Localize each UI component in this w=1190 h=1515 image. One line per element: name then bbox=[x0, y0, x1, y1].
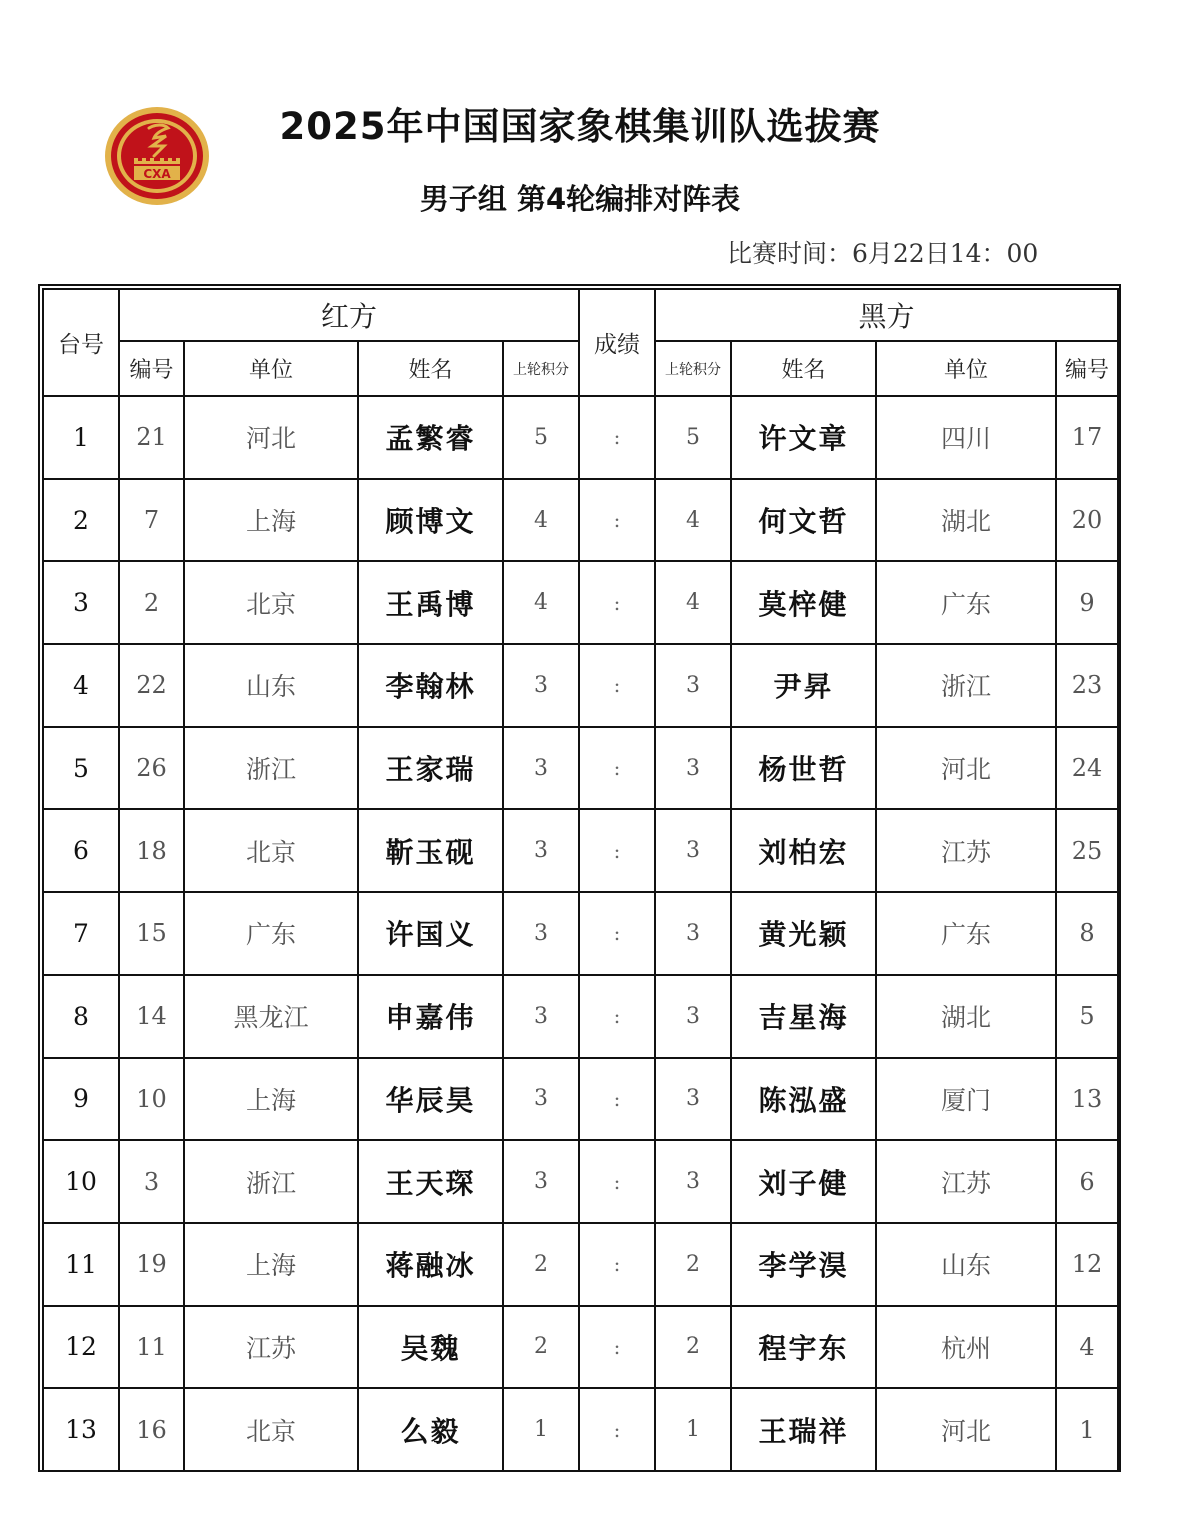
page-title: 2025年中国国家象棋集训队选拔赛 bbox=[279, 105, 881, 148]
result-cell: : bbox=[579, 479, 655, 562]
red-player-number: 11 bbox=[119, 1306, 184, 1389]
black-player-unit: 河北 bbox=[876, 1388, 1056, 1471]
black-player-number: 24 bbox=[1056, 727, 1118, 810]
page-subtitle: 男子组 第4轮编排对阵表 bbox=[419, 182, 741, 216]
red-player-number: 22 bbox=[119, 644, 184, 727]
red-player-number: 10 bbox=[119, 1058, 184, 1141]
black-last-score: 3 bbox=[655, 1058, 731, 1141]
black-player-name: 李学淏 bbox=[731, 1223, 876, 1306]
red-last-score: 1 bbox=[503, 1388, 579, 1471]
result-cell: : bbox=[579, 1306, 655, 1389]
red-last-score: 3 bbox=[503, 644, 579, 727]
black-player-name: 吉星海 bbox=[731, 975, 876, 1058]
red-last-score: 2 bbox=[503, 1223, 579, 1306]
result-cell: : bbox=[579, 396, 655, 479]
red-player-name: 王禹博 bbox=[358, 561, 503, 644]
board-number: 4 bbox=[43, 644, 119, 727]
table-row bbox=[43, 892, 1118, 975]
red-player-name: 蒋融冰 bbox=[358, 1223, 503, 1306]
board-number: 3 bbox=[43, 561, 119, 644]
red-player-number: 2 bbox=[119, 561, 184, 644]
red-player-number: 21 bbox=[119, 396, 184, 479]
red-last-score: 2 bbox=[503, 1306, 579, 1389]
black-player-unit: 杭州 bbox=[876, 1306, 1056, 1389]
black-player-name: 程宇东 bbox=[731, 1306, 876, 1389]
table-row bbox=[43, 1306, 1118, 1389]
black-player-unit: 江苏 bbox=[876, 809, 1056, 892]
table-row bbox=[43, 561, 1118, 644]
header-black-unit: 单位 bbox=[876, 341, 1056, 396]
red-player-unit: 江苏 bbox=[184, 1306, 358, 1389]
red-player-name: 顾博文 bbox=[358, 479, 503, 562]
board-number: 1 bbox=[43, 396, 119, 479]
red-player-unit: 北京 bbox=[184, 561, 358, 644]
black-player-name: 尹昇 bbox=[731, 644, 876, 727]
red-player-number: 19 bbox=[119, 1223, 184, 1306]
red-last-score: 3 bbox=[503, 1058, 579, 1141]
red-player-name: 申嘉伟 bbox=[358, 975, 503, 1058]
result-cell: : bbox=[579, 727, 655, 810]
table-row bbox=[43, 809, 1118, 892]
board-number: 12 bbox=[43, 1306, 119, 1389]
black-player-name: 杨世哲 bbox=[731, 727, 876, 810]
red-player-name: 华辰昊 bbox=[358, 1058, 503, 1141]
red-player-unit: 上海 bbox=[184, 1223, 358, 1306]
red-player-number: 18 bbox=[119, 809, 184, 892]
black-player-unit: 湖北 bbox=[876, 479, 1056, 562]
red-player-number: 3 bbox=[119, 1140, 184, 1223]
black-player-name: 陈泓盛 bbox=[731, 1058, 876, 1141]
result-cell: : bbox=[579, 561, 655, 644]
result-cell: : bbox=[579, 892, 655, 975]
red-last-score: 3 bbox=[503, 809, 579, 892]
red-player-name: 孟繁睿 bbox=[358, 396, 503, 479]
black-player-number: 6 bbox=[1056, 1140, 1118, 1223]
table-row bbox=[43, 727, 1118, 810]
black-last-score: 3 bbox=[655, 1140, 731, 1223]
black-player-name: 何文哲 bbox=[731, 479, 876, 562]
table-row bbox=[43, 1058, 1118, 1141]
table-row bbox=[43, 1388, 1118, 1471]
black-last-score: 3 bbox=[655, 644, 731, 727]
result-cell: : bbox=[579, 1058, 655, 1141]
black-player-number: 17 bbox=[1056, 396, 1118, 479]
red-player-number: 26 bbox=[119, 727, 184, 810]
black-last-score: 1 bbox=[655, 1388, 731, 1471]
black-player-unit: 厦门 bbox=[876, 1058, 1056, 1141]
red-last-score: 3 bbox=[503, 1140, 579, 1223]
pairings-table bbox=[42, 288, 1119, 1472]
black-player-unit: 广东 bbox=[876, 892, 1056, 975]
header-result: 成绩 bbox=[579, 289, 655, 396]
black-player-unit: 河北 bbox=[876, 727, 1056, 810]
black-player-name: 刘子健 bbox=[731, 1140, 876, 1223]
black-last-score: 3 bbox=[655, 809, 731, 892]
black-player-unit: 山东 bbox=[876, 1223, 1056, 1306]
result-cell: : bbox=[579, 1388, 655, 1471]
board-number: 2 bbox=[43, 479, 119, 562]
black-player-unit: 四川 bbox=[876, 396, 1056, 479]
red-player-unit: 北京 bbox=[184, 1388, 358, 1471]
red-player-name: 王天琛 bbox=[358, 1140, 503, 1223]
board-number: 11 bbox=[43, 1223, 119, 1306]
red-player-name: 许国义 bbox=[358, 892, 503, 975]
header-black-score: 上轮积分 bbox=[655, 341, 731, 396]
black-player-name: 黄光颖 bbox=[731, 892, 876, 975]
black-last-score: 2 bbox=[655, 1306, 731, 1389]
red-player-unit: 上海 bbox=[184, 479, 358, 562]
board-number: 8 bbox=[43, 975, 119, 1058]
red-player-unit: 浙江 bbox=[184, 1140, 358, 1223]
red-player-name: 吴魏 bbox=[358, 1306, 503, 1389]
black-player-unit: 江苏 bbox=[876, 1140, 1056, 1223]
black-player-number: 8 bbox=[1056, 892, 1118, 975]
table-row bbox=[43, 644, 1118, 727]
red-player-name: 李翰林 bbox=[358, 644, 503, 727]
red-last-score: 3 bbox=[503, 727, 579, 810]
board-number: 7 bbox=[43, 892, 119, 975]
red-last-score: 4 bbox=[503, 479, 579, 562]
result-cell: : bbox=[579, 644, 655, 727]
black-player-name: 莫梓健 bbox=[731, 561, 876, 644]
black-player-unit: 浙江 bbox=[876, 644, 1056, 727]
black-player-number: 9 bbox=[1056, 561, 1118, 644]
header-red-score: 上轮积分 bbox=[503, 341, 579, 396]
black-player-number: 12 bbox=[1056, 1223, 1118, 1306]
result-cell: : bbox=[579, 809, 655, 892]
black-last-score: 3 bbox=[655, 975, 731, 1058]
black-player-number: 23 bbox=[1056, 644, 1118, 727]
red-player-unit: 河北 bbox=[184, 396, 358, 479]
table-row bbox=[43, 1223, 1118, 1306]
red-player-name: 王家瑞 bbox=[358, 727, 503, 810]
board-number: 10 bbox=[43, 1140, 119, 1223]
black-last-score: 4 bbox=[655, 479, 731, 562]
table-row bbox=[43, 479, 1118, 562]
header-black-side: 黑方 bbox=[655, 289, 1118, 341]
red-last-score: 5 bbox=[503, 396, 579, 479]
black-last-score: 3 bbox=[655, 727, 731, 810]
red-last-score: 3 bbox=[503, 975, 579, 1058]
black-player-number: 20 bbox=[1056, 479, 1118, 562]
red-player-unit: 山东 bbox=[184, 644, 358, 727]
black-player-number: 4 bbox=[1056, 1306, 1118, 1389]
red-player-number: 7 bbox=[119, 479, 184, 562]
black-last-score: 4 bbox=[655, 561, 731, 644]
table-row bbox=[43, 1140, 1118, 1223]
result-cell: : bbox=[579, 1140, 655, 1223]
board-number: 13 bbox=[43, 1388, 119, 1471]
header-red-number: 编号 bbox=[119, 341, 184, 396]
black-player-unit: 广东 bbox=[876, 561, 1056, 644]
red-player-name: 靳玉砚 bbox=[358, 809, 503, 892]
red-player-number: 15 bbox=[119, 892, 184, 975]
red-player-unit: 上海 bbox=[184, 1058, 358, 1141]
black-player-unit: 湖北 bbox=[876, 975, 1056, 1058]
black-last-score: 5 bbox=[655, 396, 731, 479]
black-player-name: 王瑞祥 bbox=[731, 1388, 876, 1471]
black-last-score: 3 bbox=[655, 892, 731, 975]
header-red-unit: 单位 bbox=[184, 341, 358, 396]
red-last-score: 3 bbox=[503, 892, 579, 975]
black-player-number: 25 bbox=[1056, 809, 1118, 892]
table-row bbox=[43, 396, 1118, 479]
board-number: 5 bbox=[43, 727, 119, 810]
black-player-number: 5 bbox=[1056, 975, 1118, 1058]
match-time: 比赛时间：6月22日14：00 bbox=[727, 239, 1039, 268]
result-cell: : bbox=[579, 1223, 655, 1306]
black-last-score: 2 bbox=[655, 1223, 731, 1306]
black-player-number: 13 bbox=[1056, 1058, 1118, 1141]
black-player-number: 1 bbox=[1056, 1388, 1118, 1471]
board-number: 9 bbox=[43, 1058, 119, 1141]
red-player-unit: 黑龙江 bbox=[184, 975, 358, 1058]
red-player-unit: 广东 bbox=[184, 892, 358, 975]
header-red-name: 姓名 bbox=[358, 341, 503, 396]
red-last-score: 4 bbox=[503, 561, 579, 644]
header-black-name: 姓名 bbox=[731, 341, 876, 396]
red-player-name: 么毅 bbox=[358, 1388, 503, 1471]
red-player-number: 14 bbox=[119, 975, 184, 1058]
black-player-name: 刘柏宏 bbox=[731, 809, 876, 892]
result-cell: : bbox=[579, 975, 655, 1058]
table-row bbox=[43, 975, 1118, 1058]
red-player-unit: 北京 bbox=[184, 809, 358, 892]
header-red-side: 红方 bbox=[119, 289, 579, 341]
logo-text: CXA bbox=[143, 167, 171, 181]
header-black-number: 编号 bbox=[1056, 341, 1118, 396]
red-player-number: 16 bbox=[119, 1388, 184, 1471]
black-player-name: 许文章 bbox=[731, 396, 876, 479]
red-player-unit: 浙江 bbox=[184, 727, 358, 810]
header-board: 台号 bbox=[43, 289, 119, 396]
board-number: 6 bbox=[43, 809, 119, 892]
